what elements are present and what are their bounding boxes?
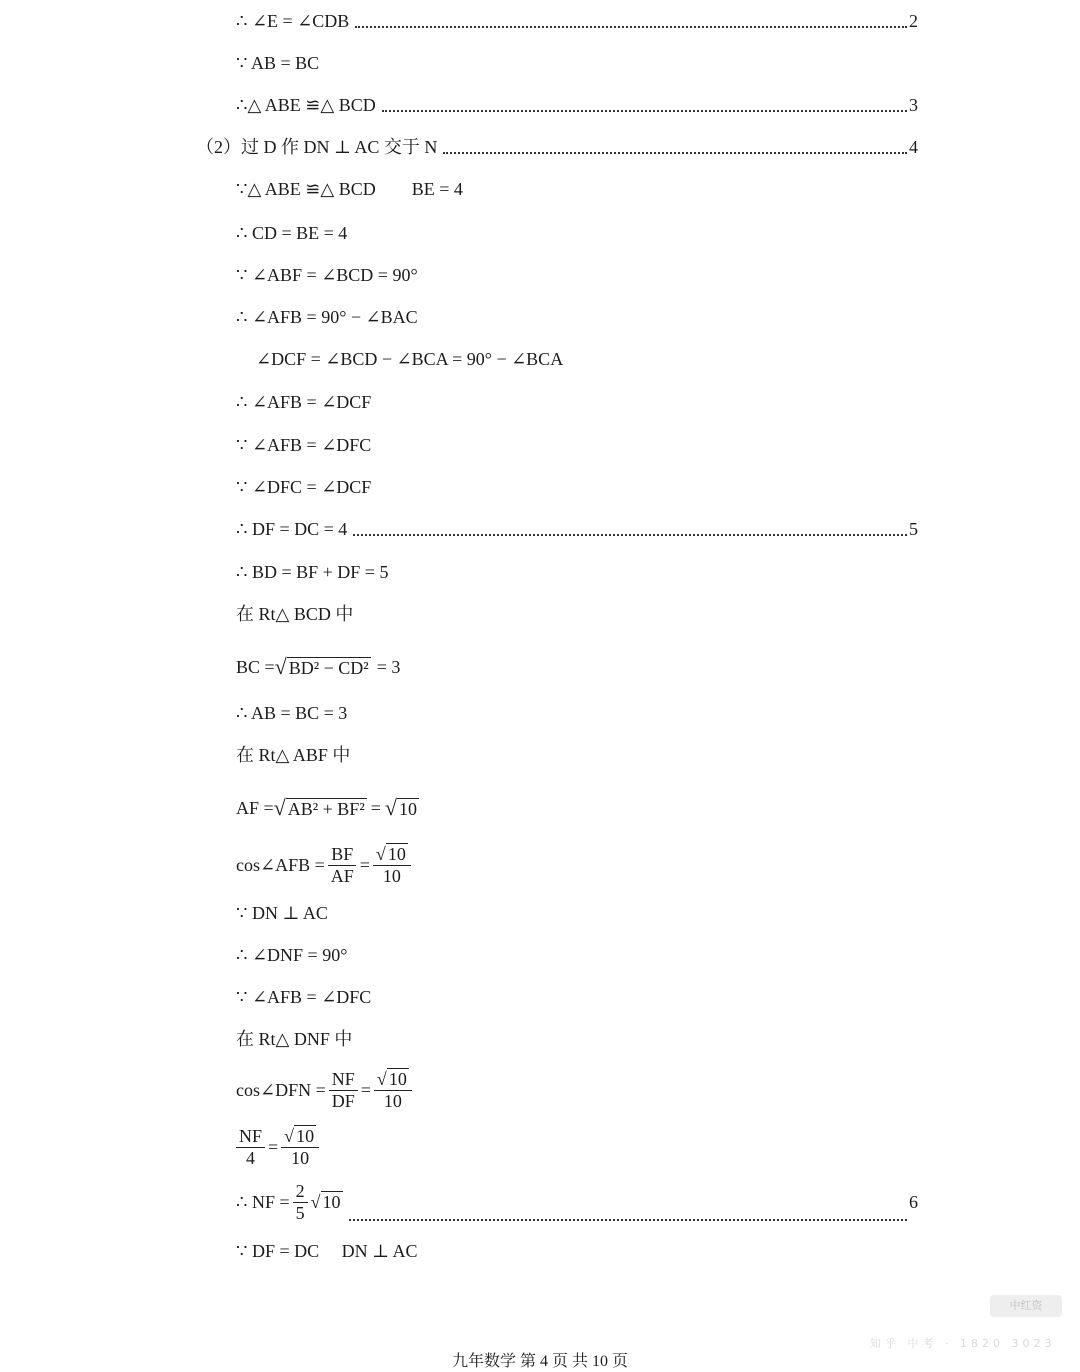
score-mark: 5 xyxy=(909,519,918,539)
proof-line: ∵△ ABE ≌△ BCD BE = 4 xyxy=(236,179,463,199)
proof-line: ∴ DF = DC = 4 5 xyxy=(236,514,918,544)
proof-line: ∠DCF = ∠BCD − ∠BCA = 90° − ∠BCA xyxy=(256,349,564,369)
sqrt-expression: √ 10 xyxy=(310,1192,341,1212)
dot-leader xyxy=(349,1219,907,1221)
fraction: $\frac{√ 10}{10}$ xyxy=(281,1126,319,1168)
proof-line: ∵ AB = BC xyxy=(236,53,320,73)
proof-line: ∵ ∠AFB = ∠DFC xyxy=(236,435,372,455)
fraction: $\frac{√ 10}{10}$ xyxy=(374,1069,412,1111)
formula-af: AF = √ AB² + BF² = √ 10 xyxy=(236,781,918,835)
proof-line: ∵ DF = DC DN ⊥ AC xyxy=(236,1241,418,1261)
proof-line: 在 Rt△ ABF 中 xyxy=(236,745,351,765)
proof-line: ∴ AB = BC = 3 xyxy=(236,703,348,723)
fraction: $\frac{2}{5}$ xyxy=(293,1181,308,1223)
score-mark: 6 xyxy=(909,1192,918,1212)
formula-cos-dfn: cos∠DFN = $\frac{NF}{DF}$ = $\frac{√ 10}{10}$ xyxy=(236,1063,918,1117)
proof-line: ∵ ∠DFC = ∠DCF xyxy=(236,477,372,497)
proof-line: ∵ DN ⊥ AC xyxy=(236,903,328,923)
formula-cos-afb: cos∠AFB = $\frac{BF}{AF}$ = $\frac{√ 10}{10}$ xyxy=(236,838,918,892)
dot-leader xyxy=(355,26,907,28)
formula-nf-ratio: $\frac{NF}{4}$ = $\frac{√ 10}{10}$ xyxy=(236,1120,918,1174)
proof-line: ∴ ∠AFB = ∠DCF xyxy=(236,392,372,412)
watermark-text: 知乎 中考 · 1820 3023 xyxy=(870,1337,1056,1350)
fraction: $\frac{BF}{AF}$ xyxy=(328,844,357,886)
page-footer: 九年数学 第 4 页 共 10 页 xyxy=(451,1353,628,1370)
proof-line: ∴ ∠AFB = 90° − ∠BAC xyxy=(236,307,418,327)
score-mark: 3 xyxy=(909,95,918,115)
dot-leader xyxy=(443,152,907,154)
proof-line: ∴△ ABE ≌△ BCD 3 xyxy=(236,90,918,120)
part-heading: （2）过 D 作 DN ⊥ AC 交于 N 4 xyxy=(196,132,918,162)
proof-line: 在 Rt△ BCD 中 xyxy=(236,604,354,624)
proof-line: ∴ ∠DNF = 90° xyxy=(236,945,348,965)
formula-nf: ∴ NF = $\frac{2}{5}$ √ 10 6 xyxy=(236,1175,918,1229)
sqrt-expression: √ 10 xyxy=(384,794,417,820)
proof-line: 在 Rt△ DNF 中 xyxy=(236,1029,353,1049)
sqrt-expression: √ AB² + BF² xyxy=(273,794,365,820)
proof-line: ∴ CD = BE = 4 xyxy=(236,223,348,243)
dot-leader xyxy=(382,110,907,112)
fraction: $\frac{√ 10}{10}$ xyxy=(373,844,411,886)
proof-line: ∵ ∠AFB = ∠DFC xyxy=(236,987,372,1007)
proof-line: ∵ ∠ABF = ∠BCD = 90° xyxy=(236,265,418,285)
fraction: $\frac{NF}{4}$ xyxy=(236,1126,265,1168)
fraction: $\frac{NF}{DF}$ xyxy=(329,1069,358,1111)
proof-line: ∴ BD = BF + DF = 5 xyxy=(236,562,389,582)
watermark-logo: 中红资 xyxy=(990,1295,1062,1317)
proof-line: ∴ ∠E = ∠CDB 2 xyxy=(236,6,918,36)
formula-bc: BC = √ BD² − CD² = 3 xyxy=(236,640,918,694)
score-mark: 2 xyxy=(909,11,918,31)
sqrt-expression: √ BD² − CD² xyxy=(274,653,369,679)
score-mark: 4 xyxy=(909,137,918,157)
dot-leader xyxy=(353,534,907,536)
